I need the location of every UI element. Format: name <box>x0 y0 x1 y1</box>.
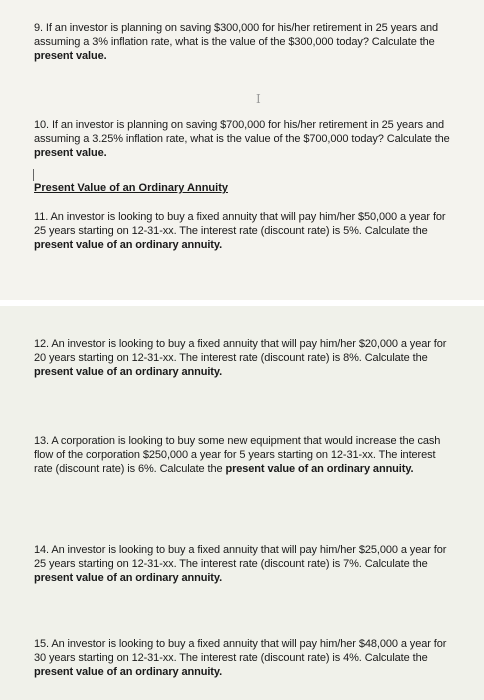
question-14-text: 14. An investor is looking to buy a fixed annuity that will pay him/her $25,000 a year for 25 years starting on 12-31-xx. The interest rate (discount rate) is 7%. Calculate the <box>34 544 447 570</box>
question-15 <box>34 637 454 679</box>
question-15-emphasis: present value of an ordinary annuity. <box>34 666 223 678</box>
question-11-emphasis: present value of an ordinary annuity. <box>34 239 223 251</box>
question-9-text: 9. If an investor is planning on saving $300,000 for his/her retirement in 25 years and assuming a 3% inflation rate, what is the value of the $300,000 today? Calculate the <box>34 22 439 48</box>
section-heading: Present Value of an Ordinary Annuity <box>34 182 228 194</box>
worksheet-page-1 <box>0 0 484 300</box>
question-12-emphasis: present value of an ordinary annuity. <box>34 366 223 378</box>
question-10-emphasis: present value. <box>34 147 107 159</box>
question-11 <box>34 210 454 252</box>
question-14-emphasis: present value of an ordinary annuity. <box>34 572 223 584</box>
question-13-text: 13. A corporation is looking to buy some new equipment that would increase the cash flow of the corporation $250,000 a year for 5 years starting on 12-31-xx. The interest rate (discount rate) is 6%. Calculate the <box>34 435 441 475</box>
question-14 <box>34 543 454 585</box>
question-13-emphasis: present value of an ordinary annuity. <box>225 463 414 475</box>
text-caret <box>33 169 34 181</box>
question-11-text: 11. An investor is looking to buy a fixed annuity that will pay him/her $50,000 a year for 25 years starting on 12-31-xx. The interest rate (discount rate) is 5%. Calculate the <box>34 211 446 237</box>
question-9-emphasis: present value. <box>34 50 107 62</box>
text-cursor-icon: I <box>256 92 261 106</box>
question-9 <box>34 21 454 63</box>
worksheet-page-2 <box>0 306 484 700</box>
question-13 <box>34 434 454 476</box>
question-12 <box>34 337 454 379</box>
question-12-text: 12. An investor is looking to buy a fixed annuity that will pay him/her $20,000 a year for 20 years starting on 12-31-xx. The interest rate (discount rate) is 8%. Calculate the <box>34 338 447 364</box>
question-10 <box>34 118 454 160</box>
question-10-text: 10. If an investor is planning on saving $700,000 for his/her retirement in 25 years and assuming a 3.25% inflation rate, what is the value of the $700,000 today? Calculate the <box>34 119 450 145</box>
question-15-text: 15. An investor is looking to buy a fixed annuity that will pay him/her $48,000 a year for 30 years starting on 12-31-xx. The interest rate (discount rate) is 4%. Calculate the <box>34 638 447 664</box>
